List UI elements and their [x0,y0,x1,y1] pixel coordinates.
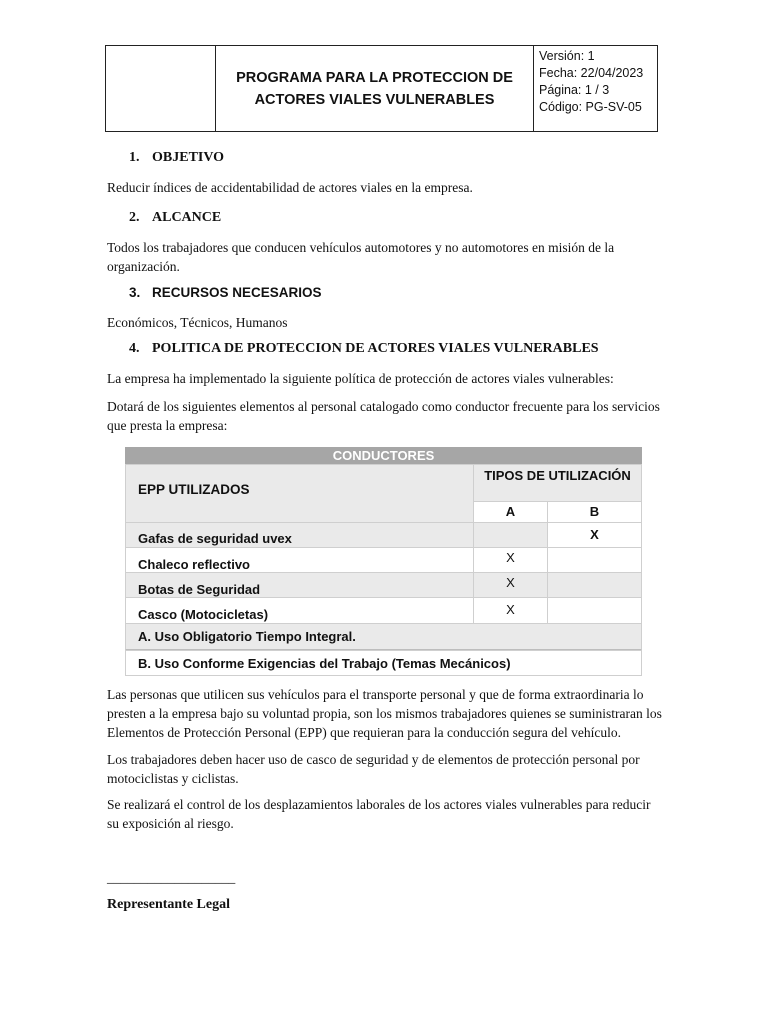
table-cell-a: X [473,572,548,598]
table-cell-b [547,572,642,598]
document-code: Código: PG-SV-05 [539,100,642,114]
version: Versión: 1 [539,49,595,63]
logo-cell [106,46,216,131]
table-row-item: Casco (Motocicletas) [125,597,474,624]
date: Fecha: 22/04/2023 [539,66,644,80]
table-cell-b [547,597,642,624]
section-3-heading [129,285,322,300]
table-row-item: Chaleco reflectivo [125,547,474,573]
section-2-heading [129,210,221,226]
section-2-text: Todos los trabajadores que conducen vehículos automotores y no automotores en misión de la organización. [107,240,615,274]
table-title: CONDUCTORES [125,447,642,464]
table-row-item: Gafas de seguridad uvex [125,522,474,548]
section-title: ALCANCE [152,210,222,225]
section-1-heading [129,150,224,166]
legend-b: B. Uso Conforme Exigencias del Trabajo (Temas Mecánicos) [125,650,642,676]
section-1-text: Reducir índices de accidentabilidad de actores viales en la empresa. [107,180,473,195]
document-header [105,45,658,132]
page-number: Página: 1 / 3 [539,83,610,97]
tipos-header: TIPOS DE UTILIZACIÓN [473,464,642,502]
section-number: 4. [129,341,140,356]
epp-header: EPP UTILIZADOS [125,464,474,523]
table-cell-a [473,522,548,548]
table-cell-a: X [473,547,548,573]
table-row-item: Botas de Seguridad [125,572,474,598]
body-paragraph-3: Se realizará el control de los desplazamientos laborales de los actores viales vulnerables para reducir su exposición al riesgo. [107,797,651,831]
legend-a: A. Uso Obligatorio Tiempo Integral. [125,623,642,651]
section-title: POLITICA DE PROTECCION DE ACTORES VIALES VULNERABLES [152,341,599,356]
section-3-text: Económicos, Técnicos, Humanos [107,315,288,330]
section-title: RECURSOS NECESARIOS [152,285,322,300]
section-number: 1. [129,150,140,165]
section-number: 3. [129,285,141,300]
section-number: 2. [129,210,140,225]
table-cell-b: X [547,522,642,548]
title-line-2: ACTORES VIALES VULNERABLES [254,91,495,108]
col-a-header: A [473,501,548,523]
col-b-header: B [547,501,642,523]
signature-label: Representante Legal [107,897,230,912]
document-meta [534,46,657,131]
title-line-1: PROGRAMA PARA LA PROTECCION DE [236,69,513,86]
signature-line: ___________________ [107,870,236,885]
section-4-paragraph-2: Dotará de los siguientes elementos al personal catalogado como conductor frecuente para los servicios que presta la empresa: [107,399,660,433]
body-paragraph-1: Las personas que utilicen sus vehículos para el transporte personal y que de forma extraordinaria lo presten a la empresa bajo su voluntad propia, son los mismos trabajadores quienes se suministraran los Elementos de Protección Personal (EPP) que requieran para la conducción segura del vehículo. [107,687,662,740]
body-paragraph-2: Los trabajadores deben hacer uso de casco de seguridad y de elementos de protección personal por motociclistas y ciclistas. [107,752,640,786]
table-cell-b [547,547,642,573]
document-title [216,46,534,131]
section-4-heading [129,341,599,357]
table-cell-a: X [473,597,548,624]
section-4-paragraph-1: La empresa ha implementado la siguiente política de protección de actores viales vulnerables: [107,371,614,386]
section-title: OBJETIVO [152,150,225,165]
